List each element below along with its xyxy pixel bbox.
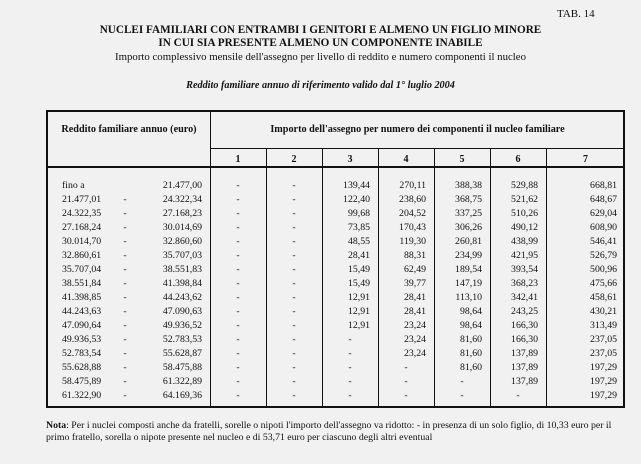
amount-cell: - (236, 292, 240, 303)
income-from: 30.014,70 (62, 236, 102, 247)
income-dash: - (123, 348, 127, 359)
amount-cell: - (348, 348, 352, 359)
income-to: 38.551,83 (162, 264, 202, 275)
amount-group-header: Importo dell'assegno per numero dei componenti il nucleo familiare (270, 124, 565, 135)
amount-cell: 170,43 (399, 222, 426, 233)
income-dash: - (123, 334, 127, 345)
income-to: 32.860,60 (162, 236, 202, 247)
amount-cell: 23,24 (403, 320, 426, 331)
amount-cell: 62,49 (403, 264, 426, 275)
amount-cell: 15,49 (347, 278, 370, 289)
amount-cell: - (236, 334, 240, 345)
income-to: 58.475,88 (162, 362, 202, 373)
amount-cell: 81,60 (459, 362, 482, 373)
amount-cell: 500,96 (590, 264, 617, 275)
amount-cell: 237,05 (590, 348, 617, 359)
amount-cell: - (292, 208, 296, 219)
amount-cell: 668,81 (590, 180, 617, 191)
amount-cell: - (348, 376, 352, 387)
allowance-table (46, 110, 625, 408)
validity-note: Reddito familiare annuo di riferimento valido dal 1° luglio 2004 (186, 80, 455, 91)
amount-cell: - (236, 376, 240, 387)
income-dash: - (123, 320, 127, 331)
income-to: 44.243,62 (162, 292, 202, 303)
income-dash: - (123, 222, 127, 233)
amount-cell: 510,26 (511, 208, 538, 219)
amount-cell: 197,29 (590, 390, 617, 401)
income-from: 32.860,61 (62, 250, 102, 261)
income-to: 41.398,84 (162, 278, 202, 289)
income-from: 47.090,64 (62, 320, 102, 331)
column-number-6: 6 (515, 154, 521, 165)
amount-cell: 81,60 (459, 334, 482, 345)
income-dash: - (123, 390, 127, 401)
amount-cell: 28,41 (403, 306, 426, 317)
amount-cell: 313,49 (590, 320, 617, 331)
amount-cell: 166,30 (511, 334, 538, 345)
amount-cell: 238,60 (399, 194, 426, 205)
income-to: 24.322,34 (162, 194, 202, 205)
amount-cell: 237,05 (590, 334, 617, 345)
income-to: 27.168,23 (162, 208, 202, 219)
amount-cell: - (236, 222, 240, 233)
income-from: 44.243,63 (62, 306, 102, 317)
amount-cell: 81,60 (459, 348, 482, 359)
amount-cell: - (348, 390, 352, 401)
amount-cell: - (236, 180, 240, 191)
amount-cell: - (292, 278, 296, 289)
amount-cell: 342,41 (511, 292, 538, 303)
column-number-5: 5 (459, 154, 465, 165)
amount-cell: - (404, 390, 408, 401)
amount-cell: 421,95 (511, 250, 538, 261)
amount-cell: - (460, 376, 464, 387)
amount-cell: 28,41 (347, 250, 370, 261)
amount-cell: 234,99 (455, 250, 482, 261)
income-dash: - (123, 194, 127, 205)
amount-cell: 243,25 (511, 306, 538, 317)
amount-cell: - (348, 362, 352, 373)
income-dash: - (123, 278, 127, 289)
amount-cell: 139,44 (343, 180, 370, 191)
column-number-1: 1 (235, 154, 241, 165)
amount-cell: 337,25 (455, 208, 482, 219)
amount-cell: 189,54 (455, 264, 482, 275)
amount-cell: 23,24 (403, 334, 426, 345)
amount-cell: 204,52 (399, 208, 426, 219)
amount-cell: - (292, 292, 296, 303)
income-dash: - (123, 376, 127, 387)
amount-cell: - (292, 250, 296, 261)
amount-cell: 113,10 (455, 292, 482, 303)
amount-cell: 88,31 (403, 250, 426, 261)
footnote-label: Nota (46, 420, 67, 431)
amount-cell: 197,29 (590, 376, 617, 387)
amount-cell: - (236, 264, 240, 275)
amount-cell: 526,79 (590, 250, 617, 261)
income-from: 55.628,88 (62, 362, 102, 373)
income-to: 30.014,69 (162, 222, 202, 233)
amount-cell: 12,91 (347, 320, 370, 331)
income-dash: - (123, 208, 127, 219)
amount-cell: - (292, 222, 296, 233)
amount-cell: - (292, 334, 296, 345)
income-column-header: Reddito familiare annuo (euro) (61, 124, 197, 135)
amount-cell: - (236, 278, 240, 289)
amount-cell: - (292, 362, 296, 373)
title-line-1: NUCLEI FAMILIARI CON ENTRAMBI I GENITORI E ALMENO UN FIGLIO MINORE (99, 24, 542, 36)
column-number-7: 7 (583, 154, 588, 165)
amount-cell: - (236, 306, 240, 317)
amount-cell: 629,04 (590, 208, 617, 219)
income-from: 24.322,35 (62, 208, 102, 219)
header-bottom-rule (48, 166, 623, 168)
amount-cell: 388,38 (455, 180, 482, 191)
amount-cell: - (292, 306, 296, 317)
amount-cell: 99,68 (347, 208, 370, 219)
amount-cell: - (292, 264, 296, 275)
income-to: 64.169,36 (162, 390, 202, 401)
income-to: 52.783,53 (162, 334, 202, 345)
income-to: 47.090,63 (162, 306, 202, 317)
amount-cell: 147,19 (455, 278, 482, 289)
column-number-2: 2 (291, 154, 297, 165)
amount-cell: 529,88 (511, 180, 538, 191)
income-to: 35.707,03 (162, 250, 202, 261)
amount-cell: - (236, 250, 240, 261)
income-from: 21.477,01 (62, 194, 102, 205)
amount-cell: - (404, 362, 408, 373)
amount-cell: 137,89 (511, 376, 538, 387)
amount-cell: 368,23 (511, 278, 538, 289)
amount-cell: 521,62 (511, 194, 538, 205)
income-from: 41.398,85 (62, 292, 102, 303)
amount-cell: - (236, 390, 240, 401)
amount-cell: 39,77 (403, 278, 426, 289)
amount-cell: - (292, 376, 296, 387)
amount-cell: - (236, 348, 240, 359)
income-to: 21.477,00 (162, 180, 202, 191)
title-line-2: IN CUI SIA PRESENTE ALMENO UN COMPONENTE INABILE (158, 37, 483, 49)
income-to: 49.936,52 (162, 320, 202, 331)
amount-cell: - (236, 194, 240, 205)
amount-cell: - (236, 362, 240, 373)
table-number: TAB. 14 (557, 8, 595, 20)
amount-cell: 12,91 (347, 292, 370, 303)
amount-cell: 166,30 (511, 320, 538, 331)
amount-cell: 122,40 (343, 194, 370, 205)
amount-cell: 137,89 (511, 362, 538, 373)
amount-cell: 430,21 (590, 306, 617, 317)
income-from: 52.783,54 (62, 348, 102, 359)
amount-cell: 648,67 (590, 194, 617, 205)
amount-cell: - (236, 236, 240, 247)
amount-cell: - (516, 390, 520, 401)
income-from: 61.322,90 (62, 390, 102, 401)
amount-cell: - (292, 348, 296, 359)
income-dash: - (123, 292, 127, 303)
amount-cell: - (292, 236, 296, 247)
income-from: 27.168,24 (62, 222, 102, 233)
amount-cell: 458,61 (590, 292, 617, 303)
amount-cell: - (236, 320, 240, 331)
income-dash: - (123, 306, 127, 317)
amount-cell: 260,81 (455, 236, 482, 247)
group-header-underline (210, 148, 625, 149)
amount-cell: - (292, 320, 296, 331)
income-from: 58.475,89 (62, 376, 102, 387)
footnote-text: : Per i nuclei composti anche da fratelli, sorelle o nipoti l'importo dell'assegno va ridotto: - in presenza di un solo figlio, di 10,33 euro per il primo fratello, sorella o nipote presente nel nucleo e di 53,71 euro per ciascuno degli altri eventual (46, 420, 612, 443)
amount-cell: 270,11 (399, 180, 426, 191)
amount-cell: 48,55 (347, 236, 370, 247)
income-from: 49.936,53 (62, 334, 102, 345)
amount-cell: 73,85 (347, 222, 370, 233)
income-dash: - (123, 250, 127, 261)
amount-cell: - (404, 376, 408, 387)
amount-cell: 197,29 (590, 362, 617, 373)
amount-cell: 475,66 (590, 278, 617, 289)
income-dash: - (123, 236, 127, 247)
income-from: fino a (62, 180, 85, 191)
amount-cell: 306,26 (455, 222, 482, 233)
income-dash: - (123, 264, 127, 275)
amount-cell: 12,91 (347, 306, 370, 317)
amount-cell: - (348, 334, 352, 345)
amount-cell: 393,54 (511, 264, 538, 275)
subtitle: Importo complessivo mensile dell'assegno per livello di reddito e numero componenti il nucleo (115, 51, 526, 63)
amount-cell: 137,89 (511, 348, 538, 359)
amount-cell: 98,64 (459, 320, 482, 331)
amount-cell: - (292, 194, 296, 205)
amount-cell: 23,24 (403, 348, 426, 359)
amount-cell: 368,75 (455, 194, 482, 205)
amount-cell: 438,99 (511, 236, 538, 247)
column-number-4: 4 (403, 154, 409, 165)
income-to: 55.628,87 (162, 348, 202, 359)
amount-cell: 546,41 (590, 236, 617, 247)
amount-cell: - (460, 390, 464, 401)
amount-cell: 28,41 (403, 292, 426, 303)
footnote (46, 420, 631, 444)
income-to: 61.322,89 (162, 376, 202, 387)
income-dash: - (123, 362, 127, 373)
amount-cell: - (292, 390, 296, 401)
income-from: 38.551,84 (62, 278, 102, 289)
amount-cell: 608,90 (590, 222, 617, 233)
amount-cell: 119,30 (399, 236, 426, 247)
amount-cell: 98,64 (459, 306, 482, 317)
amount-cell: - (236, 208, 240, 219)
column-number-3: 3 (347, 154, 353, 165)
amount-cell: - (292, 180, 296, 191)
amount-cell: 15,49 (347, 264, 370, 275)
amount-cell: 490,12 (511, 222, 538, 233)
income-from: 35.707,04 (62, 264, 102, 275)
